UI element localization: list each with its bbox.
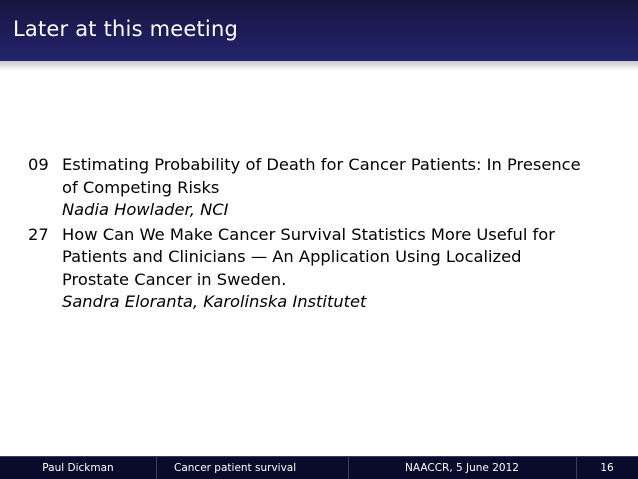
item-title-line: How Can We Make Cancer Survival Statistics More Useful for xyxy=(62,224,555,244)
item-number: 09 xyxy=(28,155,49,174)
footer-page-number: 16 xyxy=(600,462,614,474)
slide-footer xyxy=(0,456,638,479)
item-title-line: of Competing Risks xyxy=(62,177,220,197)
list-item xyxy=(28,154,628,222)
item-title-line: Estimating Probability of Death for Cancer Patients: In Presence xyxy=(62,155,581,174)
item-author: Nadia Howlader, NCI xyxy=(62,200,229,219)
item-number: 27 xyxy=(28,224,49,244)
item-author: Sandra Eloranta, Karolinska Institutet xyxy=(62,292,367,311)
footer-conference: NAACCR, 5 June 2012 xyxy=(405,462,519,474)
slide-title: Later at this meeting xyxy=(13,17,239,41)
title-shadow xyxy=(0,61,638,71)
footer-talk-title: Cancer patient survival xyxy=(174,462,297,474)
item-title-line: Patients and Clinicians — An Application Using Localized xyxy=(62,247,522,266)
item-body xyxy=(62,154,628,222)
footer-author: Paul Dickman xyxy=(42,462,114,474)
talk-list xyxy=(28,154,628,316)
item-title-line: Prostate Cancer in Sweden. xyxy=(62,269,287,289)
item-body xyxy=(62,224,628,314)
list-item xyxy=(28,224,628,314)
slide-title-bar xyxy=(0,0,638,61)
